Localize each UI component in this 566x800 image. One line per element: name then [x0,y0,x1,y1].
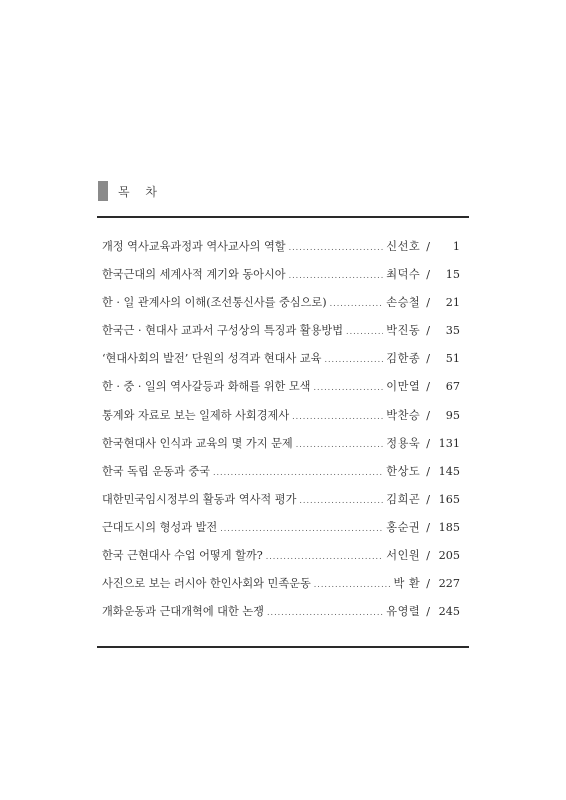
toc-entry-title: 개정 역사교육과정과 역사교사의 역할 [102,240,286,253]
toc-entry-page: 145 [438,464,460,478]
toc-dot-leader [330,294,384,314]
toc-dot-leader [289,266,384,286]
toc-separator: / [426,436,430,450]
toc-entry [102,265,460,293]
toc-heading [98,181,163,201]
toc-entry-author: 박 환 [393,577,421,591]
toc-entry [102,237,460,265]
toc-entry-author: 박진동 [386,324,421,338]
toc-entry-title: 근대도시의 형성과 발전 [102,520,218,534]
toc-entry-page: 185 [438,520,460,534]
toc-entry [102,490,460,518]
top-divider [97,216,469,218]
toc-entry-title: 한 · 중 · 일의 역사갈등과 화해를 위한 모색 [102,380,311,394]
toc-dot-leader [346,322,383,342]
toc-entry-author: 신선호 [386,240,421,253]
toc-entry-author: 김한종 [386,352,421,366]
toc-entry-author: 이만열 [386,380,421,394]
toc-entry-title: 한국 근현대사 수업 어떻게 할까? [102,549,263,563]
toc-dot-leader [296,435,384,455]
toc-separator: / [426,492,430,506]
toc-entry-author: 박찬승 [386,408,421,422]
toc-entry [102,434,460,462]
toc-entry [102,574,460,602]
toc-entry-title: 한국 독립 운동과 중국 [102,464,210,478]
toc-separator: / [426,324,430,338]
toc-entry-page: 51 [445,352,460,366]
toc-entry-page: 15 [445,268,460,282]
toc-entry-page: 205 [438,549,460,563]
toc-dot-leader [289,238,384,258]
toc-separator: / [426,577,430,591]
toc-separator: / [426,408,430,422]
toc-entry-author: 서인원 [386,549,421,563]
toc-entry-title: 사진으로 보는 러시아 한인사회와 민족운동 [102,577,311,591]
toc-dot-leader [324,350,383,370]
toc-dot-leader [220,519,383,539]
toc-entry-page: 245 [438,605,460,619]
toc-dot-leader [314,575,391,595]
toc-entry [102,462,460,490]
toc-entry [102,293,460,321]
toc-entry [102,546,460,574]
toc-separator: / [426,605,430,619]
heading-marker-bar [98,181,108,201]
toc-entry [102,349,460,377]
toc-entry [102,602,460,630]
toc-entry-page: 131 [438,436,460,450]
toc-separator: / [426,268,430,282]
toc-entry [102,406,460,434]
toc-dot-leader [313,378,383,398]
toc-entry [102,377,460,405]
toc-separator: / [426,464,430,478]
toc-dot-leader [266,547,384,567]
toc-entry-title: 한국현대사 인식과 교육의 몇 가지 문제 [102,436,293,450]
table-of-contents [102,237,460,630]
toc-dot-leader [267,603,383,623]
toc-separator: / [426,549,430,563]
toc-entry-title: 개화운동과 근대개혁에 대한 논쟁 [102,605,264,619]
toc-entry-title: ‘현대사회의 발전’ 단원의 성격과 현대사 교육 [102,352,322,366]
toc-entry-title: 한 · 일 관계사의 이해(조선통신사를 중심으로) [102,296,327,310]
toc-separator: / [426,380,430,394]
toc-separator: / [426,520,430,534]
toc-separator: / [426,240,430,253]
bottom-divider [97,646,469,648]
toc-entry-page: 35 [445,324,460,338]
page-title: 목 차 [118,184,163,199]
toc-entry-author: 김희곤 [386,492,421,506]
toc-separator: / [426,352,430,366]
toc-entry-page: 21 [445,296,460,310]
toc-entry-title: 대한민국임시정부의 활동과 역사적 평가 [102,492,297,506]
toc-entry-author: 정용욱 [386,436,421,450]
toc-entry-page: 227 [438,577,460,591]
toc-entry-page: 165 [438,492,460,506]
toc-entry-author: 홍순권 [386,520,421,534]
toc-entry-author: 최덕수 [386,268,421,282]
toc-entry-author: 한상도 [386,464,421,478]
toc-entry [102,321,460,349]
toc-entry [102,518,460,546]
toc-entry-title: 한국근대의 세계사적 계기와 동아시아 [102,268,286,282]
toc-dot-leader [299,491,383,511]
toc-entry-page: 67 [445,380,460,394]
toc-entry-title: 한국근 · 현대사 교과서 구성상의 특징과 활용방법 [102,324,344,338]
toc-entry-author: 손승철 [386,296,421,310]
toc-entry-page: 95 [445,408,460,422]
toc-entry-author: 유영렬 [386,605,421,619]
toc-dot-leader [292,407,383,427]
toc-entry-page: 1 [452,240,460,253]
toc-dot-leader [213,463,383,483]
toc-separator: / [426,296,430,310]
toc-entry-title: 통계와 자료로 보는 일제하 사회경제사 [102,408,290,422]
